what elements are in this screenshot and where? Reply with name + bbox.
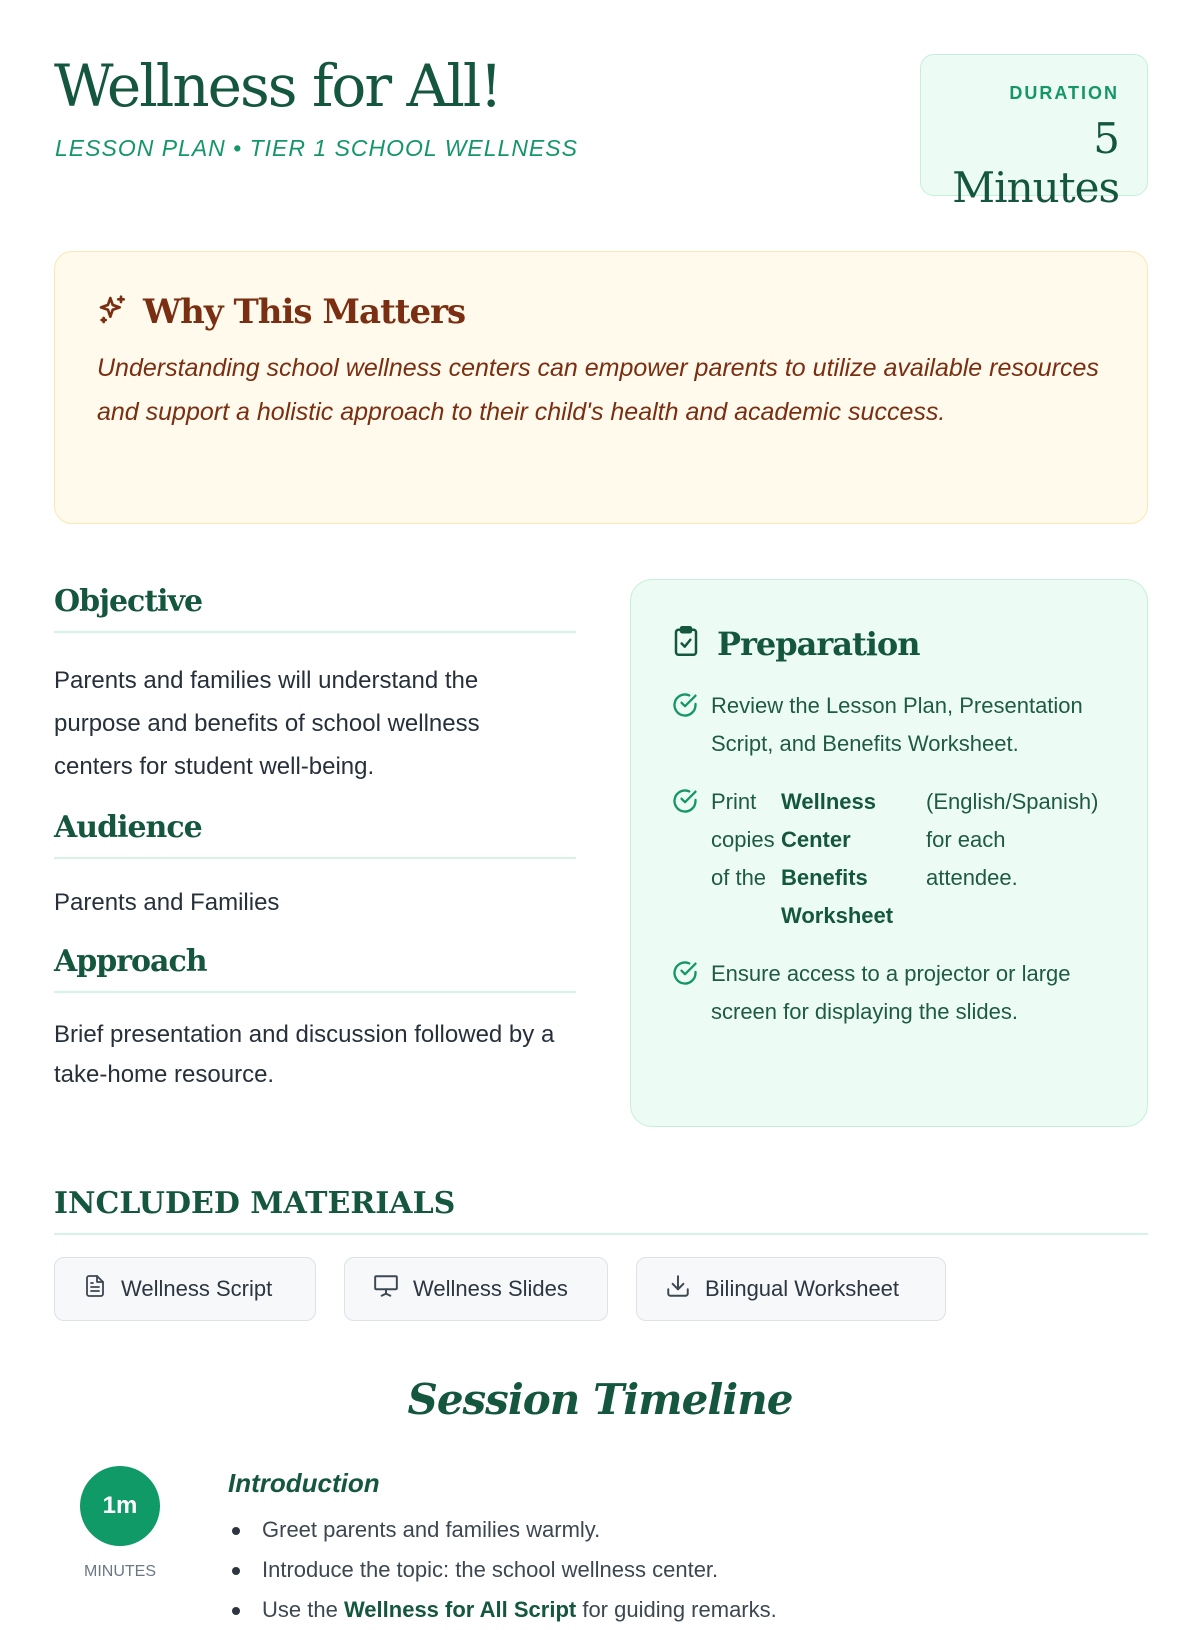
bullet-prefix: Use the [262, 1597, 344, 1622]
timeline-title: Session Timeline [407, 1375, 793, 1424]
timeline-step-list [228, 1510, 777, 1630]
worksheet-name-word: Benefits [781, 865, 868, 890]
material-label: Wellness Script [121, 1276, 273, 1301]
page-subtitle: LESSON PLAN • TIER 1 SCHOOL WELLNESS [55, 135, 578, 161]
check-circle-icon [671, 691, 699, 763]
preparation-item [671, 955, 1111, 1031]
print-word: for each [926, 827, 1006, 852]
approach-heading: Approach [54, 944, 576, 993]
wellness-script-button[interactable] [54, 1257, 316, 1321]
check-circle-icon [671, 787, 699, 935]
materials-heading: INCLUDED MATERIALS [54, 1186, 1148, 1235]
worksheet-name-word: Worksheet [781, 903, 894, 928]
page-title: Wellness for All! [54, 52, 501, 120]
print-word: attendee. [926, 865, 1018, 890]
download-icon [665, 1273, 691, 1305]
preparation-item [671, 783, 1111, 935]
sparkles-icon [97, 294, 129, 331]
preparation-item-text: Review the Lesson Plan, Presentation Script, and Benefits Worksheet. [711, 693, 1083, 756]
list-item: Introduce the topic: the school wellness center. [228, 1550, 777, 1590]
material-label: Wellness Slides [413, 1276, 568, 1301]
timeline-step-heading: Introduction [228, 1468, 380, 1498]
objective-text: Parents and families will understand the purpose and benefits of school wellness centers for student well-being. [54, 667, 480, 780]
duration-value: 5 Minutes [952, 114, 1119, 212]
print-word: copies [711, 827, 775, 852]
document-icon [83, 1273, 107, 1305]
worksheet-name-word: Center [781, 827, 851, 852]
audience-heading: Audience [54, 810, 576, 859]
preparation-item-text: Ensure access to a projector or large screen for displaying the slides. [711, 961, 1071, 1024]
timeline-duration-badge: 1m [80, 1466, 160, 1546]
why-text: Understanding school wellness centers can empower parents to utilize available resources and support a holistic approach to their child's health and academic success. [97, 354, 1099, 426]
preparation-title: Preparation [717, 624, 920, 663]
why-this-matters-card [54, 251, 1148, 524]
wellness-slides-button[interactable] [344, 1257, 608, 1321]
check-circle-icon [671, 959, 699, 1031]
timeline-duration-unit: MINUTES [84, 1563, 156, 1580]
approach-text: Brief presentation and discussion followed by a take-home resource. [54, 1021, 555, 1088]
clipboard-check-icon [671, 624, 701, 663]
worksheet-name-word: Wellness [781, 789, 876, 814]
preparation-card [630, 579, 1148, 1127]
objective-heading: Objective [54, 584, 576, 633]
audience-text: Parents and Families [54, 889, 280, 916]
print-word: (English/Spanish) [926, 789, 1099, 814]
material-label: Bilingual Worksheet [705, 1276, 900, 1301]
duration-label: DURATION [1009, 83, 1119, 103]
bullet-suffix: for guiding remarks. [576, 1597, 777, 1622]
why-title: Why This Matters [143, 292, 466, 332]
script-name: Wellness for All Script [343, 1597, 577, 1622]
print-word: of the [711, 865, 767, 890]
duration-card [920, 54, 1148, 212]
presentation-icon [373, 1273, 399, 1305]
list-item: Greet parents and families warmly. [228, 1510, 777, 1550]
preparation-print-item [711, 783, 1116, 935]
preparation-item [671, 687, 1111, 763]
print-word: Print [711, 789, 757, 814]
list-item [228, 1590, 777, 1630]
bilingual-worksheet-button[interactable] [636, 1257, 946, 1321]
lesson-details [54, 584, 576, 1095]
